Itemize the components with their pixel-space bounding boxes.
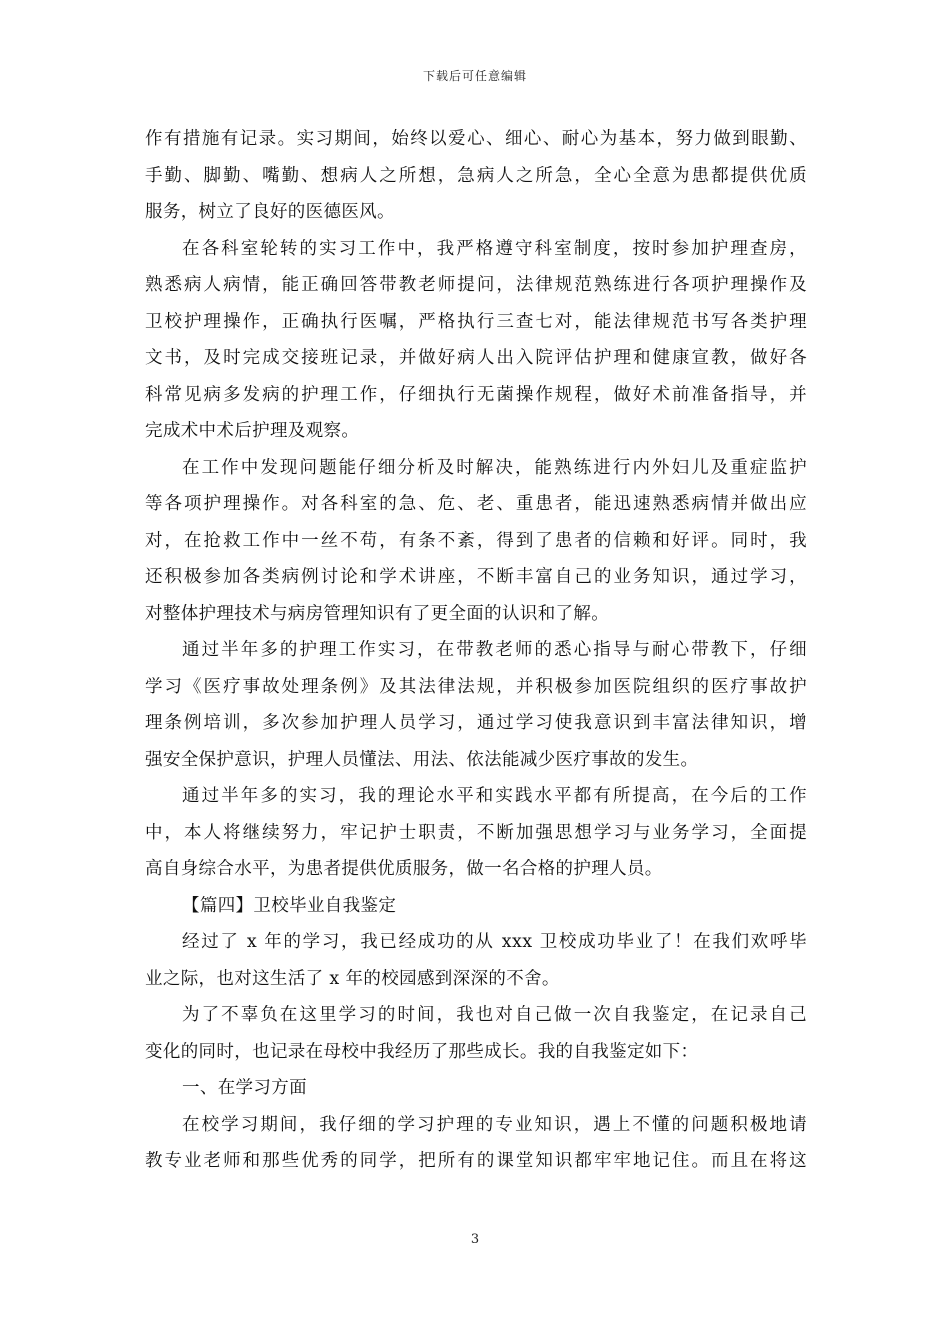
text-line: 对整体护理技术与病房管理知识有了更全面的认识和了解。 [145,603,610,624]
text-line: 文书，及时完成交接班记录，并做好病人出入院评估护理和健康宣教，做好各 [145,348,807,368]
text-line: 学习《医疗事故处理条例》及其法律法规，并积极参加医院组织的医疗事故护 [145,676,807,697]
text-line: 中，本人将继续努力，牢记护士职责，不断加强思想学习与业务学习，全面提 [145,822,807,843]
text-line: 经过了 x 年的学习，我已经成功的从 xxx 卫校成功毕业了！在我们欢呼毕 [182,932,807,952]
text-line: 卫校护理操作，正确执行医嘱，严格执行三查七对，能法律规范书写各类护理 [145,311,807,332]
text-line: 业之际，也对这生活了 x 年的校园感到深深的不舍。 [145,968,560,989]
page-header: 下载后可任意编辑 [422,69,527,83]
text-line: 教专业老师和那些优秀的同学，把所有的课堂知识都牢牢地记住。而且在将这 [145,1151,807,1171]
text-line: 在工作中发现问题能仔细分析及时解决，能熟练进行内外妇儿及重症监护 [182,457,807,478]
text-line: 还积极参加各类病例讨论和学术讲座，不断丰富自己的业务知识，通过学习， [145,567,807,587]
text-line: 在校学习期间，我仔细的学习护理的专业知识，遇上不懂的问题积极地请 [182,1114,807,1135]
text-line: 为了不辜负在这里学习的时间，我也对自己做一次自我鉴定，在记录自己 [182,1005,807,1025]
text-line: 一、在学习方面 [182,1078,307,1098]
text-line: 通过半年多的护理工作实习，在带教老师的悉心指导与耐心带教下，仔细 [182,640,807,660]
text-line: 服务，树立了良好的医德医风。 [145,202,395,222]
text-line: 科常见病多发病的护理工作，仔细执行无菌操作规程，做好术前准备指导，并 [145,384,807,405]
text-line: 变化的同时，也记录在母校中我经历了那些成长。我的自我鉴定如下： [145,1041,699,1062]
text-line: 手勤、脚勤、嘴勤、想病人之所想，急病人之所急，全心全意为患都提供优质 [145,165,807,186]
text-line: 等各项护理操作。对各科室的急、危、老、重患者，能迅速熟悉病情并做出应 [145,494,807,514]
text-line: 完成术中术后护理及观察。 [145,421,360,441]
text-line: 通过半年多的实习，我的理论水平和实践水平都有所提高，在今后的工作 [182,786,807,806]
text-line: 理条例培训，多次参加护理人员学习，通过学习使我意识到丰富法律知识，增 [145,713,807,733]
text-line: 强安全保护意识，护理人员懂法、用法、依法能减少医疗事故的发生。 [145,749,699,770]
text-line: 【篇四】卫校毕业自我鉴定 [182,895,397,916]
text-line: 高自身综合水平，为患者提供优质服务，做一名合格的护理人员。 [145,859,663,879]
page-number: 3 [470,1232,480,1247]
text-line: 在各科室轮转的实习工作中，我严格遵守科室制度，按时参加护理查房， [182,238,807,259]
document-body [145,121,807,1180]
text-line: 作有措施有记录。实习期间，始终以爱心、细心、耐心为基本，努力做到眼勤、 [145,129,807,149]
text-line: 熟悉病人病情，能正确回答带教老师提问，法律规范熟练进行各项护理操作及 [145,275,807,295]
text-line: 对，在抢救工作中一丝不苟，有条不紊，得到了患者的信赖和好评。同时，我 [145,530,807,551]
